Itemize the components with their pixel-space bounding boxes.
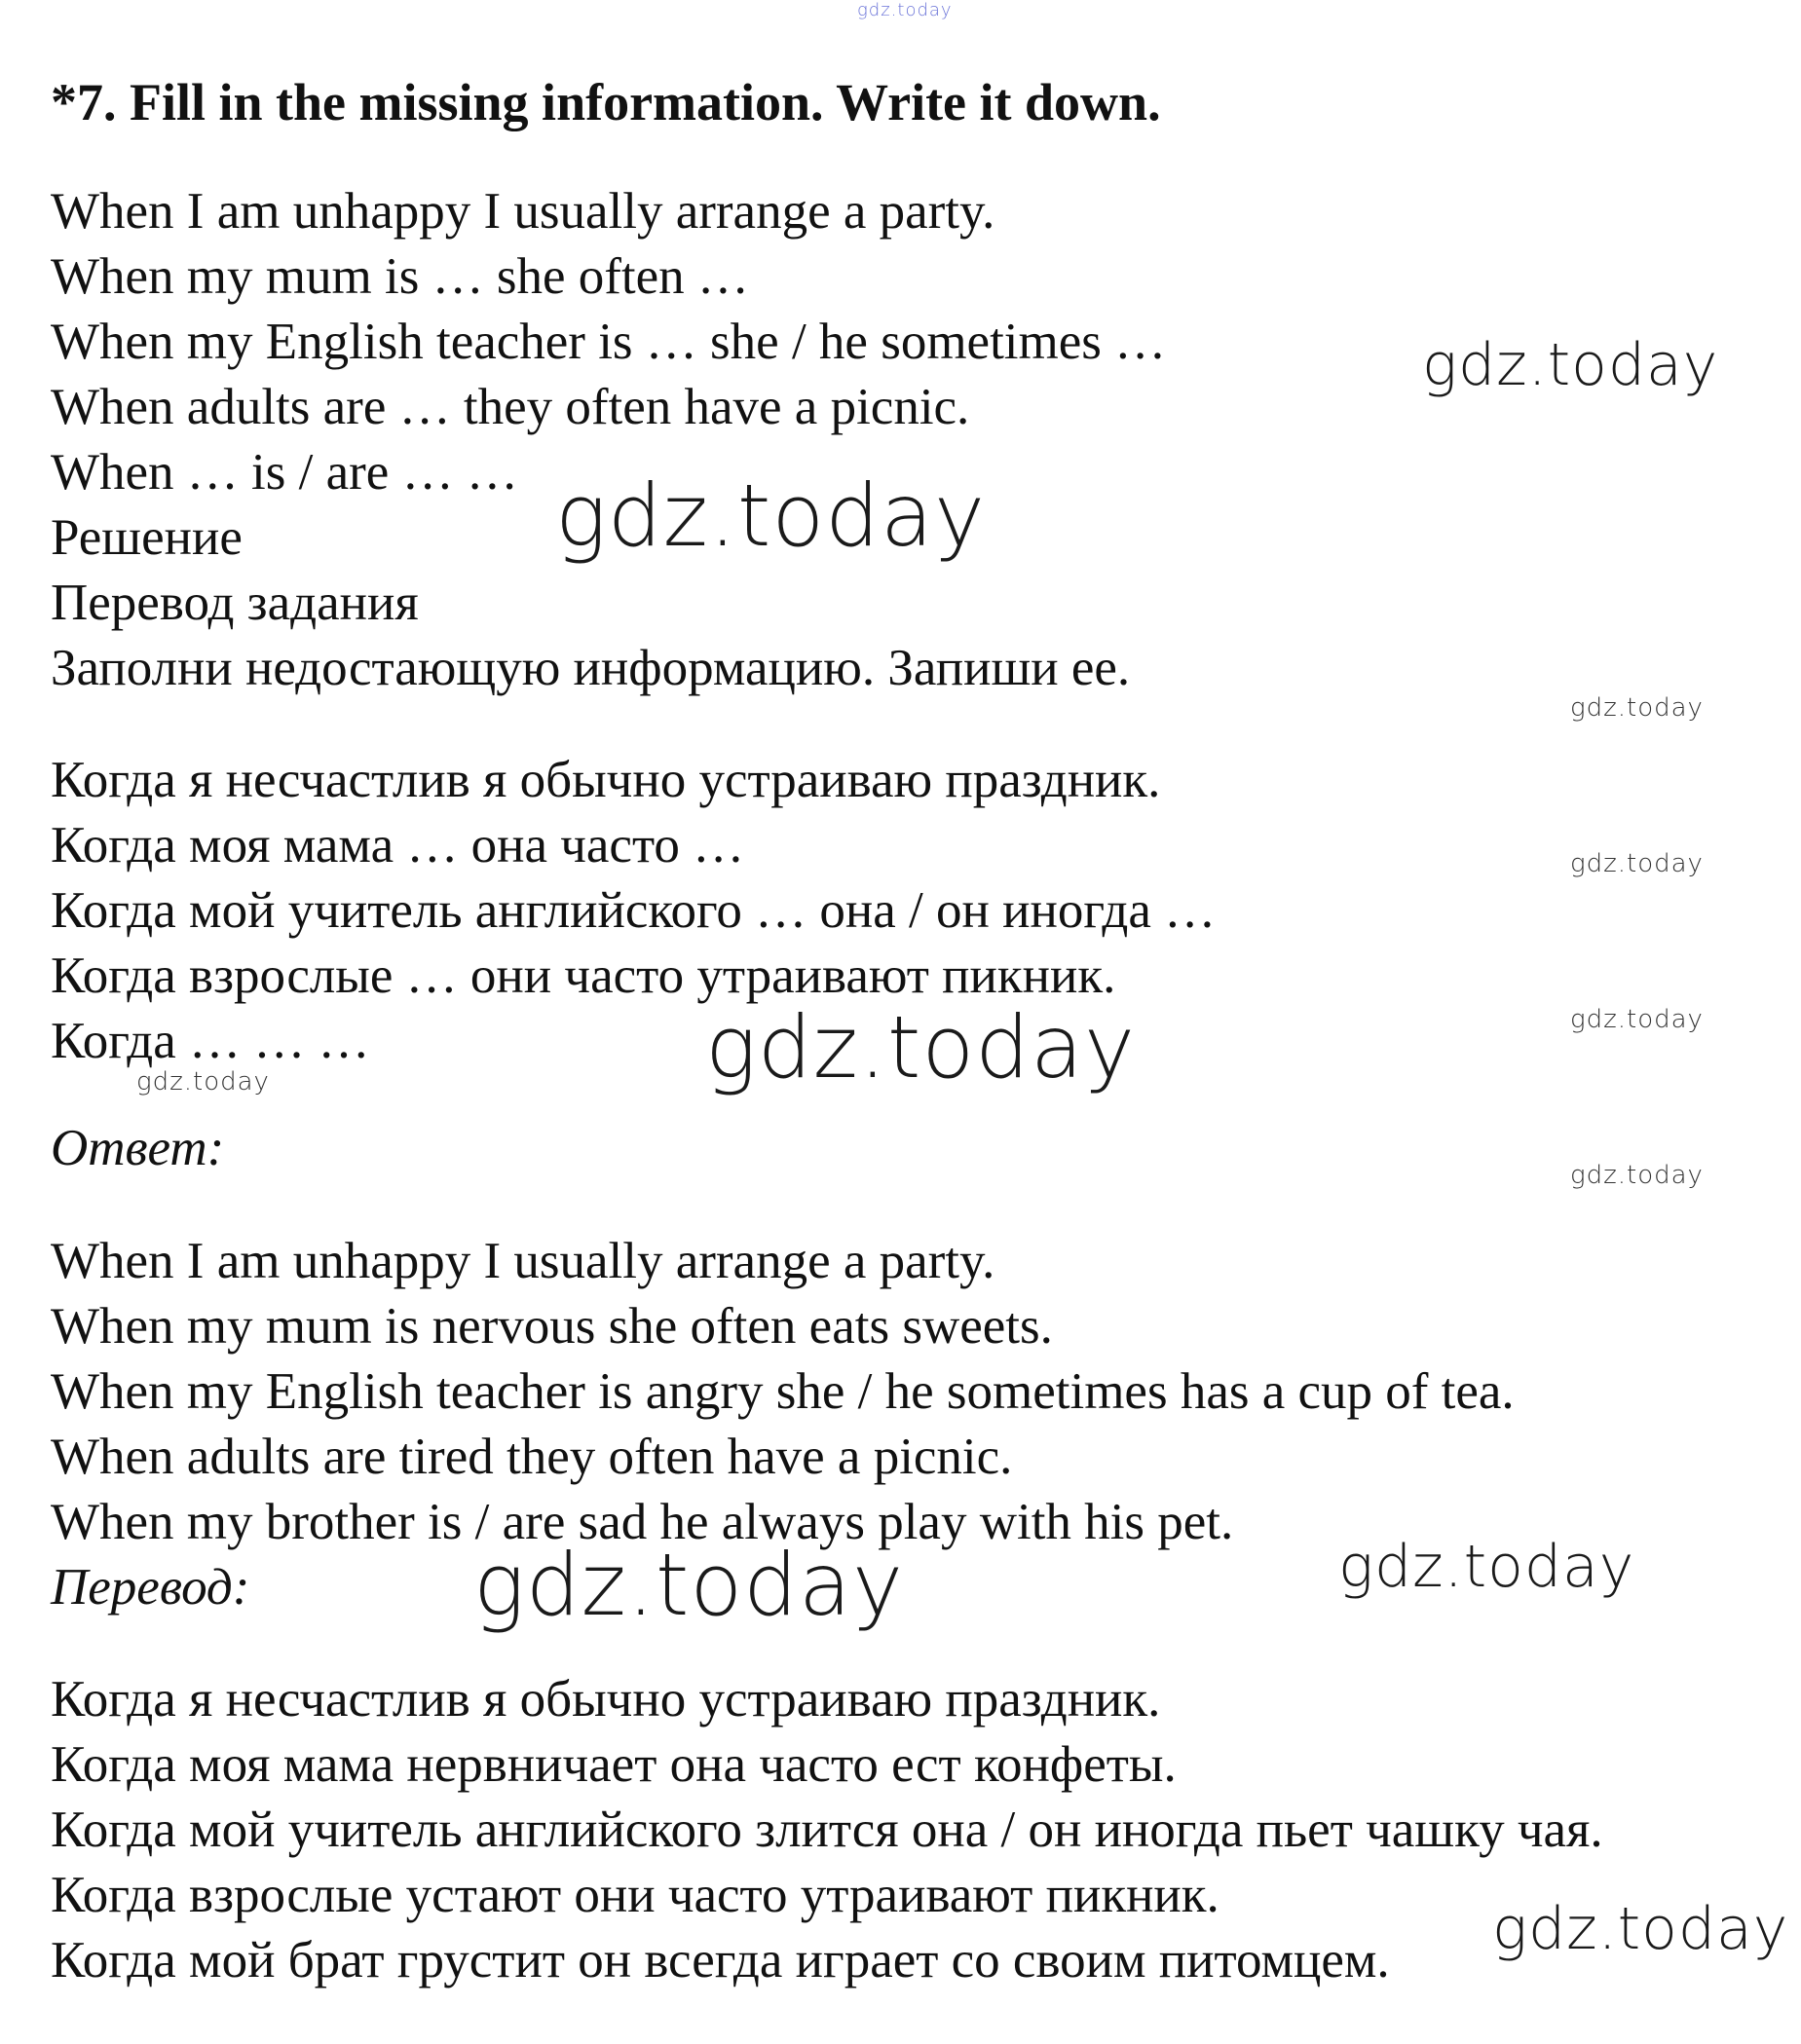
solution-label: Решение [51, 509, 243, 566]
watermark-center-1: gdz.today [555, 465, 987, 566]
answer-translation-line-1: Когда я несчастлив я обычно устраиваю праздник. [51, 1671, 1161, 1728]
answer-line-5: When my brother is / are sad he always play with his pet. [51, 1494, 1234, 1550]
task-line-3: When my English teacher is … she / he sometimes … [51, 314, 1167, 370]
translation-task-label: Перевод задания [51, 575, 419, 631]
task-translation-line-2: Когда моя мама … она часто … [51, 817, 745, 873]
task-translation-line-4: Когда взрослые … они часто утраивают пикник. [51, 948, 1116, 1004]
watermark-center-3: gdz.today [473, 1535, 905, 1635]
watermark-small-4: gdz.today [136, 1067, 270, 1096]
watermark-center-2: gdz.today [705, 997, 1137, 1097]
watermark-small-5: gdz.today [1570, 1161, 1704, 1190]
task-line-4: When adults are … they often have a picnic. [51, 379, 970, 435]
task-translation-line-1: Когда я несчастлив я обычно устраиваю праздник. [51, 752, 1161, 808]
task-translation-line-5: Когда … … … [51, 1013, 370, 1069]
answer-line-2: When my mum is nervous she often eats sweets. [51, 1298, 1053, 1355]
task-translation-line-3: Когда мой учитель английского … она / он иногда … [51, 882, 1217, 939]
answer-translation-line-5: Когда мой брат грустит он всегда играет со своим питомцем. [51, 1932, 1390, 1988]
answer-translation-line-2: Когда моя мама нервничает она часто ест конфеты. [51, 1736, 1177, 1793]
answer-line-1: When I am unhappy I usually arrange a party. [51, 1233, 995, 1289]
answer-line-3: When my English teacher is angry she / he sometimes has a cup of tea. [51, 1363, 1515, 1420]
watermark-small-2: gdz.today [1570, 849, 1704, 878]
task-line-5: When … is / are … … [51, 444, 518, 501]
translation-label: Перевод: [51, 1559, 250, 1616]
watermark-right-3: gdz.today [1492, 1895, 1789, 1963]
task-line-2: When my mum is … she often … [51, 248, 749, 305]
watermark-top: gdz.today [857, 0, 953, 20]
watermark-small-3: gdz.today [1570, 1005, 1704, 1034]
watermark-right-1: gdz.today [1422, 331, 1719, 399]
translation-task-instruction: Заполни недостающую информацию. Запиши ее. [51, 640, 1131, 696]
watermark-right-2: gdz.today [1338, 1533, 1635, 1601]
answer-translation-line-3: Когда мой учитель английского злится она / он иногда пьет чашку чая. [51, 1802, 1603, 1858]
answer-line-4: When adults are tired they often have a picnic. [51, 1429, 1013, 1485]
task-line-1: When I am unhappy I usually arrange a party. [51, 183, 995, 240]
watermark-small-1: gdz.today [1570, 693, 1704, 723]
answer-label: Ответ: [51, 1120, 225, 1176]
exercise-heading: *7. Fill in the missing information. Write it down. [51, 73, 1161, 131]
answer-translation-line-4: Когда взрослые устают они часто утраивают пикник. [51, 1867, 1219, 1923]
